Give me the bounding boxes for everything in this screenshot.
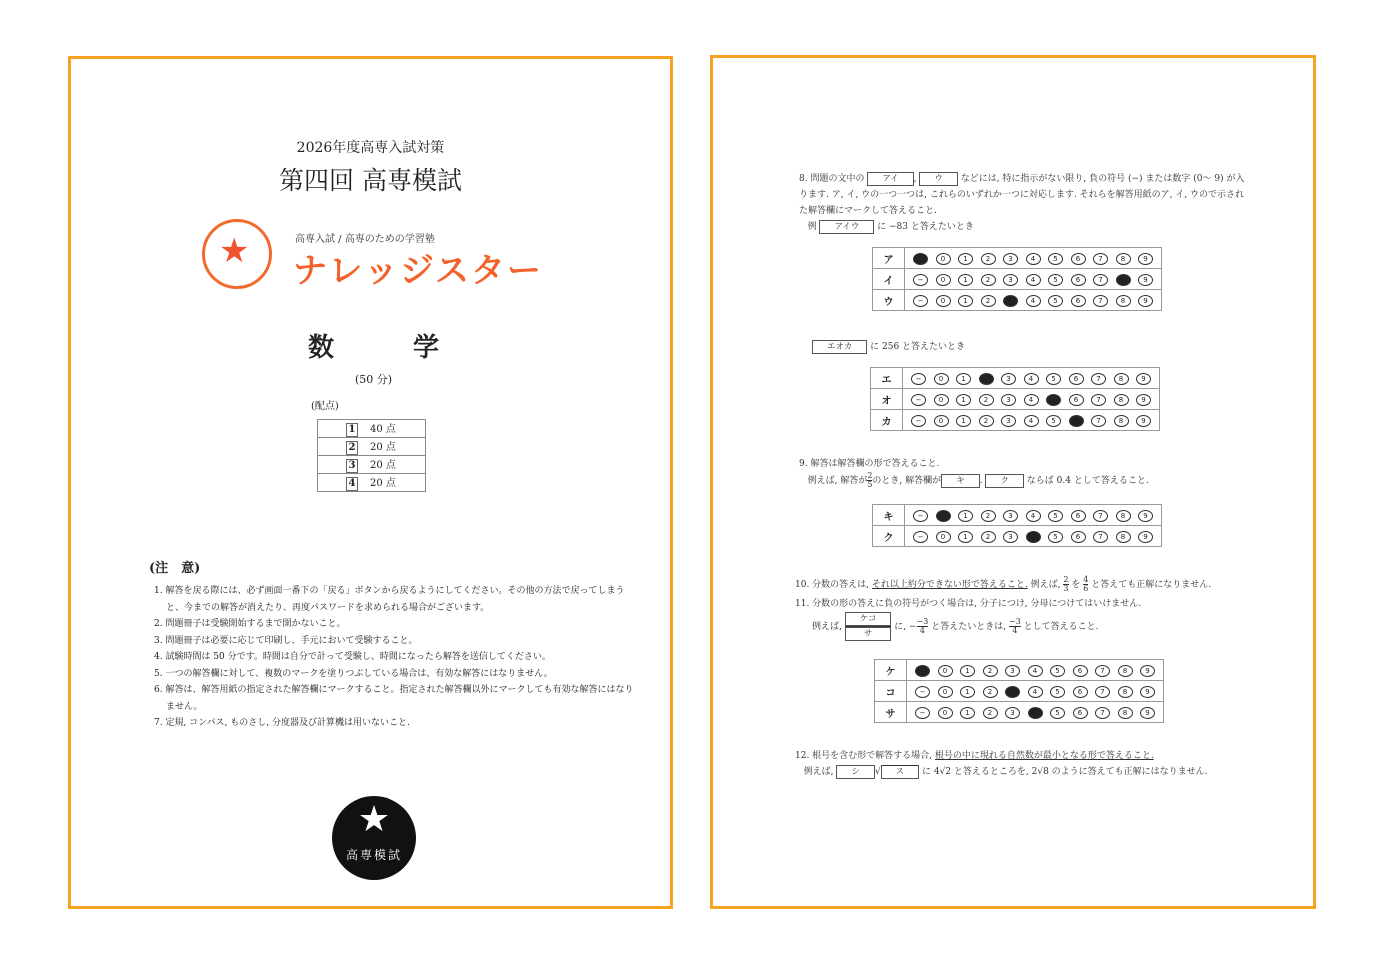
bubble[interactable]: 0	[934, 415, 949, 427]
bubble[interactable]: 6	[1071, 295, 1086, 307]
bubble[interactable]: 5	[1050, 686, 1065, 698]
bubble[interactable]: 0	[938, 665, 953, 677]
bubble[interactable]: −	[915, 686, 930, 698]
answer-row-label: エ	[871, 368, 903, 389]
notice-item: 5. 一つの解答欄に対して、複数のマークを塗りつぶしている場合は、有効な解答にはなりません。	[154, 668, 553, 679]
bubble[interactable]: 5	[1046, 415, 1061, 427]
bubble[interactable]: 0	[934, 394, 949, 406]
bubble-filled[interactable]: −	[915, 665, 930, 677]
bubble[interactable]: 0	[938, 707, 953, 719]
bubble[interactable]: 1	[956, 394, 971, 406]
notice-heading: (注 意)	[149, 561, 201, 576]
answer-row	[871, 389, 1160, 410]
bubble[interactable]: 5	[1050, 707, 1065, 719]
bubble[interactable]: 1	[960, 686, 975, 698]
answer-row	[873, 248, 1162, 269]
bubble[interactable]: 2	[981, 510, 996, 522]
answer-row	[873, 269, 1162, 290]
bubble[interactable]: 2	[979, 394, 994, 406]
bubble[interactable]: 8	[1118, 707, 1133, 719]
bubble[interactable]: 7	[1093, 295, 1108, 307]
answer-row-label: イ	[873, 269, 905, 290]
bubble[interactable]: 6	[1073, 686, 1088, 698]
bubble[interactable]: 6	[1069, 373, 1084, 385]
notice-item: 3. 問題冊子は必要に応じて印刷し、手元において受験すること。	[154, 635, 418, 646]
bubble[interactable]: 1	[958, 295, 973, 307]
points-table	[317, 419, 426, 492]
subject-char-1: 数	[308, 333, 335, 363]
points-row: 3 20 点	[318, 456, 426, 474]
bubble[interactable]: 2	[981, 295, 996, 307]
instruction-12: 12. 根号を含む形で解答する場合, 根号の中に現れる自然数が最小となる形で答えること. 例えば, シ √ ス に 4√2 と答えるところを, 2√8 のように答えても正解にはなりません.	[795, 751, 1208, 777]
instruction-11-example: 例えば, $\frac{\text{ケコ}}{\text{サ}}$ に, − $\frac{-3}{4}$ と答えたいときは, $\frac{-3}{4}$ として答えること.	[812, 614, 1099, 639]
bubble[interactable]: 3	[1003, 274, 1018, 286]
bubble[interactable]: 3	[1001, 415, 1016, 427]
bubble[interactable]: 2	[983, 707, 998, 719]
bubble[interactable]: 3	[1001, 373, 1016, 385]
bubble[interactable]: 2	[981, 274, 996, 286]
notice-item: 7. 定規, コンパス, ものさし, 分度器及び計算機は用いないこと.	[154, 718, 410, 728]
points-row: 2 20 点	[318, 438, 426, 456]
bubble[interactable]: 4	[1026, 510, 1041, 522]
bubble[interactable]: 5	[1048, 510, 1063, 522]
bubble[interactable]: 1	[958, 510, 973, 522]
points-row: 1 40 点	[318, 420, 426, 438]
bubble[interactable]: 4	[1028, 665, 1043, 677]
bubble[interactable]: 5	[1046, 373, 1061, 385]
bubble[interactable]: 1	[958, 253, 973, 265]
bubble[interactable]: 2	[983, 665, 998, 677]
answer-row	[875, 660, 1164, 681]
answer-row	[873, 290, 1162, 311]
instruction-11: 11. 分数の形の答えに負の符号がつく場合は, 分子につけ, 分母につけてはいけません.	[795, 599, 1142, 609]
bubble[interactable]: 8	[1116, 295, 1131, 307]
bubble-filled[interactable]: −	[913, 253, 928, 265]
cover-page	[68, 56, 673, 909]
bubble[interactable]: 5	[1050, 665, 1065, 677]
bubble[interactable]: 9	[1136, 415, 1151, 427]
bubble[interactable]: 3	[1001, 394, 1016, 406]
answer-row-label: ウ	[873, 290, 905, 311]
bubble[interactable]: 4	[1024, 373, 1039, 385]
bubble-filled[interactable]: 3	[1003, 295, 1018, 307]
bubble[interactable]: 1	[956, 415, 971, 427]
exam-title: 第四回 高専模試	[279, 166, 462, 195]
instruction-8: 8. 問題の文中の アイ , ウ などには, 特に指示がない限り, 負の符号 (−) または数字 (0〜 9) が入ります. ア, イ, ウの一つ一つは, これらのいずれか一つに対応します. それらを解答用紙のア, イ, ウので示された解答欄にマークして答えること. 例 アイウ に −83 と答えたいとき	[799, 173, 1245, 232]
answer-grid-example-2	[870, 367, 1160, 431]
bubble[interactable]: 6	[1073, 707, 1088, 719]
bubble[interactable]: 9	[1140, 665, 1155, 677]
bubble[interactable]: 9	[1140, 707, 1155, 719]
bubble[interactable]: 7	[1093, 274, 1108, 286]
bubble[interactable]: −	[911, 373, 926, 385]
bubble[interactable]: 6	[1071, 253, 1086, 265]
bubble[interactable]: 0	[934, 373, 949, 385]
bubble[interactable]: 6	[1071, 510, 1086, 522]
bubble-filled[interactable]: 3	[1005, 686, 1020, 698]
bubble[interactable]: 7	[1095, 665, 1110, 677]
exam-badge-logo	[332, 796, 416, 880]
bubble-filled[interactable]: 5	[1046, 394, 1061, 406]
instructions-page	[710, 55, 1316, 909]
bubble[interactable]: 2	[981, 253, 996, 265]
bubble[interactable]: 5	[1048, 253, 1063, 265]
bubble[interactable]: 7	[1093, 253, 1108, 265]
bubble[interactable]: 7	[1093, 510, 1108, 522]
answer-row-label: オ	[871, 389, 903, 410]
answer-row	[871, 368, 1160, 389]
bubble[interactable]: 3	[1005, 707, 1020, 719]
bubble[interactable]: 6	[1071, 531, 1086, 543]
bubble[interactable]: 1	[956, 373, 971, 385]
bubble[interactable]: −	[911, 415, 926, 427]
bubble[interactable]: 7	[1093, 531, 1108, 543]
bubble[interactable]: 0	[938, 686, 953, 698]
subject-char-2: 学	[413, 333, 440, 363]
bubble[interactable]: 0	[936, 295, 951, 307]
bubble[interactable]: 4	[1024, 394, 1039, 406]
bubble[interactable]: 8	[1116, 253, 1131, 265]
bubble[interactable]: 5	[1048, 274, 1063, 286]
bubble-filled[interactable]: 8	[1116, 274, 1131, 286]
notice-list	[154, 583, 634, 732]
bubble[interactable]: 0	[936, 253, 951, 265]
bubble[interactable]: 5	[1048, 531, 1063, 543]
bubble[interactable]: 9	[1138, 253, 1153, 265]
bubble[interactable]: 8	[1116, 510, 1131, 522]
bubble-filled[interactable]: 0	[936, 510, 951, 522]
exam-duration: (50 分)	[354, 373, 393, 386]
bubble-filled[interactable]: 2	[979, 373, 994, 385]
notice-item: 1. 解答を戻る際には、必ず画面一番下の「戻る」ボタンから戻るようにしてください。その他の方法で戻ってしまうと、今までの解答が消えたり、再度パスワードを求められる場合がございます。	[154, 586, 625, 613]
answer-row-label: キ	[873, 505, 905, 526]
logo-brand: ナレッジスター	[293, 251, 543, 291]
bubble[interactable]: 1	[958, 531, 973, 543]
bubble[interactable]: 1	[958, 274, 973, 286]
answer-row	[875, 681, 1164, 702]
answer-grid-example-4	[874, 659, 1164, 723]
answer-row	[873, 505, 1162, 526]
bubble[interactable]: 8	[1118, 686, 1133, 698]
logo-star-icon: ★	[219, 231, 250, 271]
bubble[interactable]: 6	[1073, 665, 1088, 677]
bubble[interactable]: 4	[1026, 253, 1041, 265]
bubble[interactable]: 4	[1026, 295, 1041, 307]
bubble[interactable]: 7	[1095, 707, 1110, 719]
bubble[interactable]: 9	[1138, 510, 1153, 522]
bubble[interactable]: 4	[1026, 274, 1041, 286]
bubble[interactable]: 9	[1140, 686, 1155, 698]
exam-year-subtitle: 2026年度高専入試対策	[296, 140, 445, 156]
bubble[interactable]: 6	[1069, 394, 1084, 406]
logo-tagline: 高専入試 / 高専のための学習塾	[295, 234, 435, 245]
bubble-filled[interactable]: 4	[1028, 707, 1043, 719]
bubble[interactable]: 8	[1118, 665, 1133, 677]
answer-row-label: ア	[873, 248, 905, 269]
bubble[interactable]: −	[915, 707, 930, 719]
bubble[interactable]: 3	[1003, 510, 1018, 522]
bubble[interactable]: 8	[1114, 415, 1129, 427]
bubble[interactable]: 4	[1028, 686, 1043, 698]
bubble[interactable]: 9	[1138, 274, 1153, 286]
badge-text: 高専模試	[345, 848, 402, 862]
bubble[interactable]: 2	[981, 531, 996, 543]
bubble[interactable]: 9	[1136, 394, 1151, 406]
points-label: (配点)	[311, 401, 339, 412]
bubble[interactable]: −	[911, 394, 926, 406]
bubble[interactable]: 7	[1091, 415, 1106, 427]
bubble[interactable]: 1	[960, 707, 975, 719]
bubble[interactable]: 4	[1024, 415, 1039, 427]
answer-grid-example-3	[872, 504, 1162, 547]
answer-row-label: サ	[875, 702, 907, 723]
bubble[interactable]: −	[913, 274, 928, 286]
bubble-filled[interactable]: 4	[1026, 531, 1041, 543]
bubble[interactable]: 3	[1003, 531, 1018, 543]
bubble[interactable]: 3	[1005, 665, 1020, 677]
example-2: エオカ に 256 と答えたいとき	[812, 339, 965, 355]
bubble[interactable]: 9	[1136, 373, 1151, 385]
bubble[interactable]: 5	[1048, 295, 1063, 307]
bubble[interactable]: −	[913, 510, 928, 522]
answer-grid-example-1	[872, 247, 1162, 311]
bubble[interactable]: 7	[1091, 394, 1106, 406]
answer-row-label: ケ	[875, 660, 907, 681]
bubble[interactable]: 1	[960, 665, 975, 677]
bubble[interactable]: 7	[1095, 686, 1110, 698]
notice-item: 6. 解答は、解答用紙の指定された解答欄にマークすること。指定された解答欄以外にマークしても有効な解答にはなりません。	[154, 685, 634, 712]
bubble[interactable]: 7	[1091, 373, 1106, 385]
notice-item: 4. 試験時間は 50 分です。時間は自分で計って受験し、時間になったら解答を送信してください。	[154, 652, 551, 662]
bubble[interactable]: 2	[979, 415, 994, 427]
notice-item: 2. 問題冊子は受験開始するまで開かないこと。	[154, 619, 346, 629]
bubble[interactable]: 8	[1114, 373, 1129, 385]
bubble[interactable]: −	[913, 531, 928, 543]
bubble[interactable]: 9	[1138, 295, 1153, 307]
bubble[interactable]: 9	[1138, 531, 1153, 543]
bubble-filled[interactable]: 6	[1069, 415, 1084, 427]
answer-row	[875, 702, 1164, 723]
answer-row	[871, 410, 1160, 431]
instruction-9: 9. 解答は解答欄の形で答えること. 例えば, 解答が $\frac{2}{5}$ のとき, 解答欄が キ . ク ならば 0.4 として答えること.	[799, 459, 1149, 489]
answer-row-label: カ	[871, 410, 903, 431]
points-row: 4 20 点	[318, 474, 426, 492]
instruction-10: 10. 分数の答えは, それ以上約分できない形で答えること. 例えば, $\frac{2}{3}$ を $\frac{4}{6}$ と答えても正解になりません.	[795, 575, 1212, 593]
bubble[interactable]: −	[913, 295, 928, 307]
bubble[interactable]: 0	[936, 274, 951, 286]
bubble[interactable]: 8	[1116, 531, 1131, 543]
bubble[interactable]: 8	[1114, 394, 1129, 406]
bubble[interactable]: 2	[983, 686, 998, 698]
answer-row-label: コ	[875, 681, 907, 702]
answer-row-label: ク	[873, 526, 905, 547]
star-icon: ★	[357, 799, 391, 840]
answer-row	[873, 526, 1162, 547]
bubble[interactable]: 3	[1003, 253, 1018, 265]
bubble[interactable]: 0	[936, 531, 951, 543]
bubble[interactable]: 6	[1071, 274, 1086, 286]
